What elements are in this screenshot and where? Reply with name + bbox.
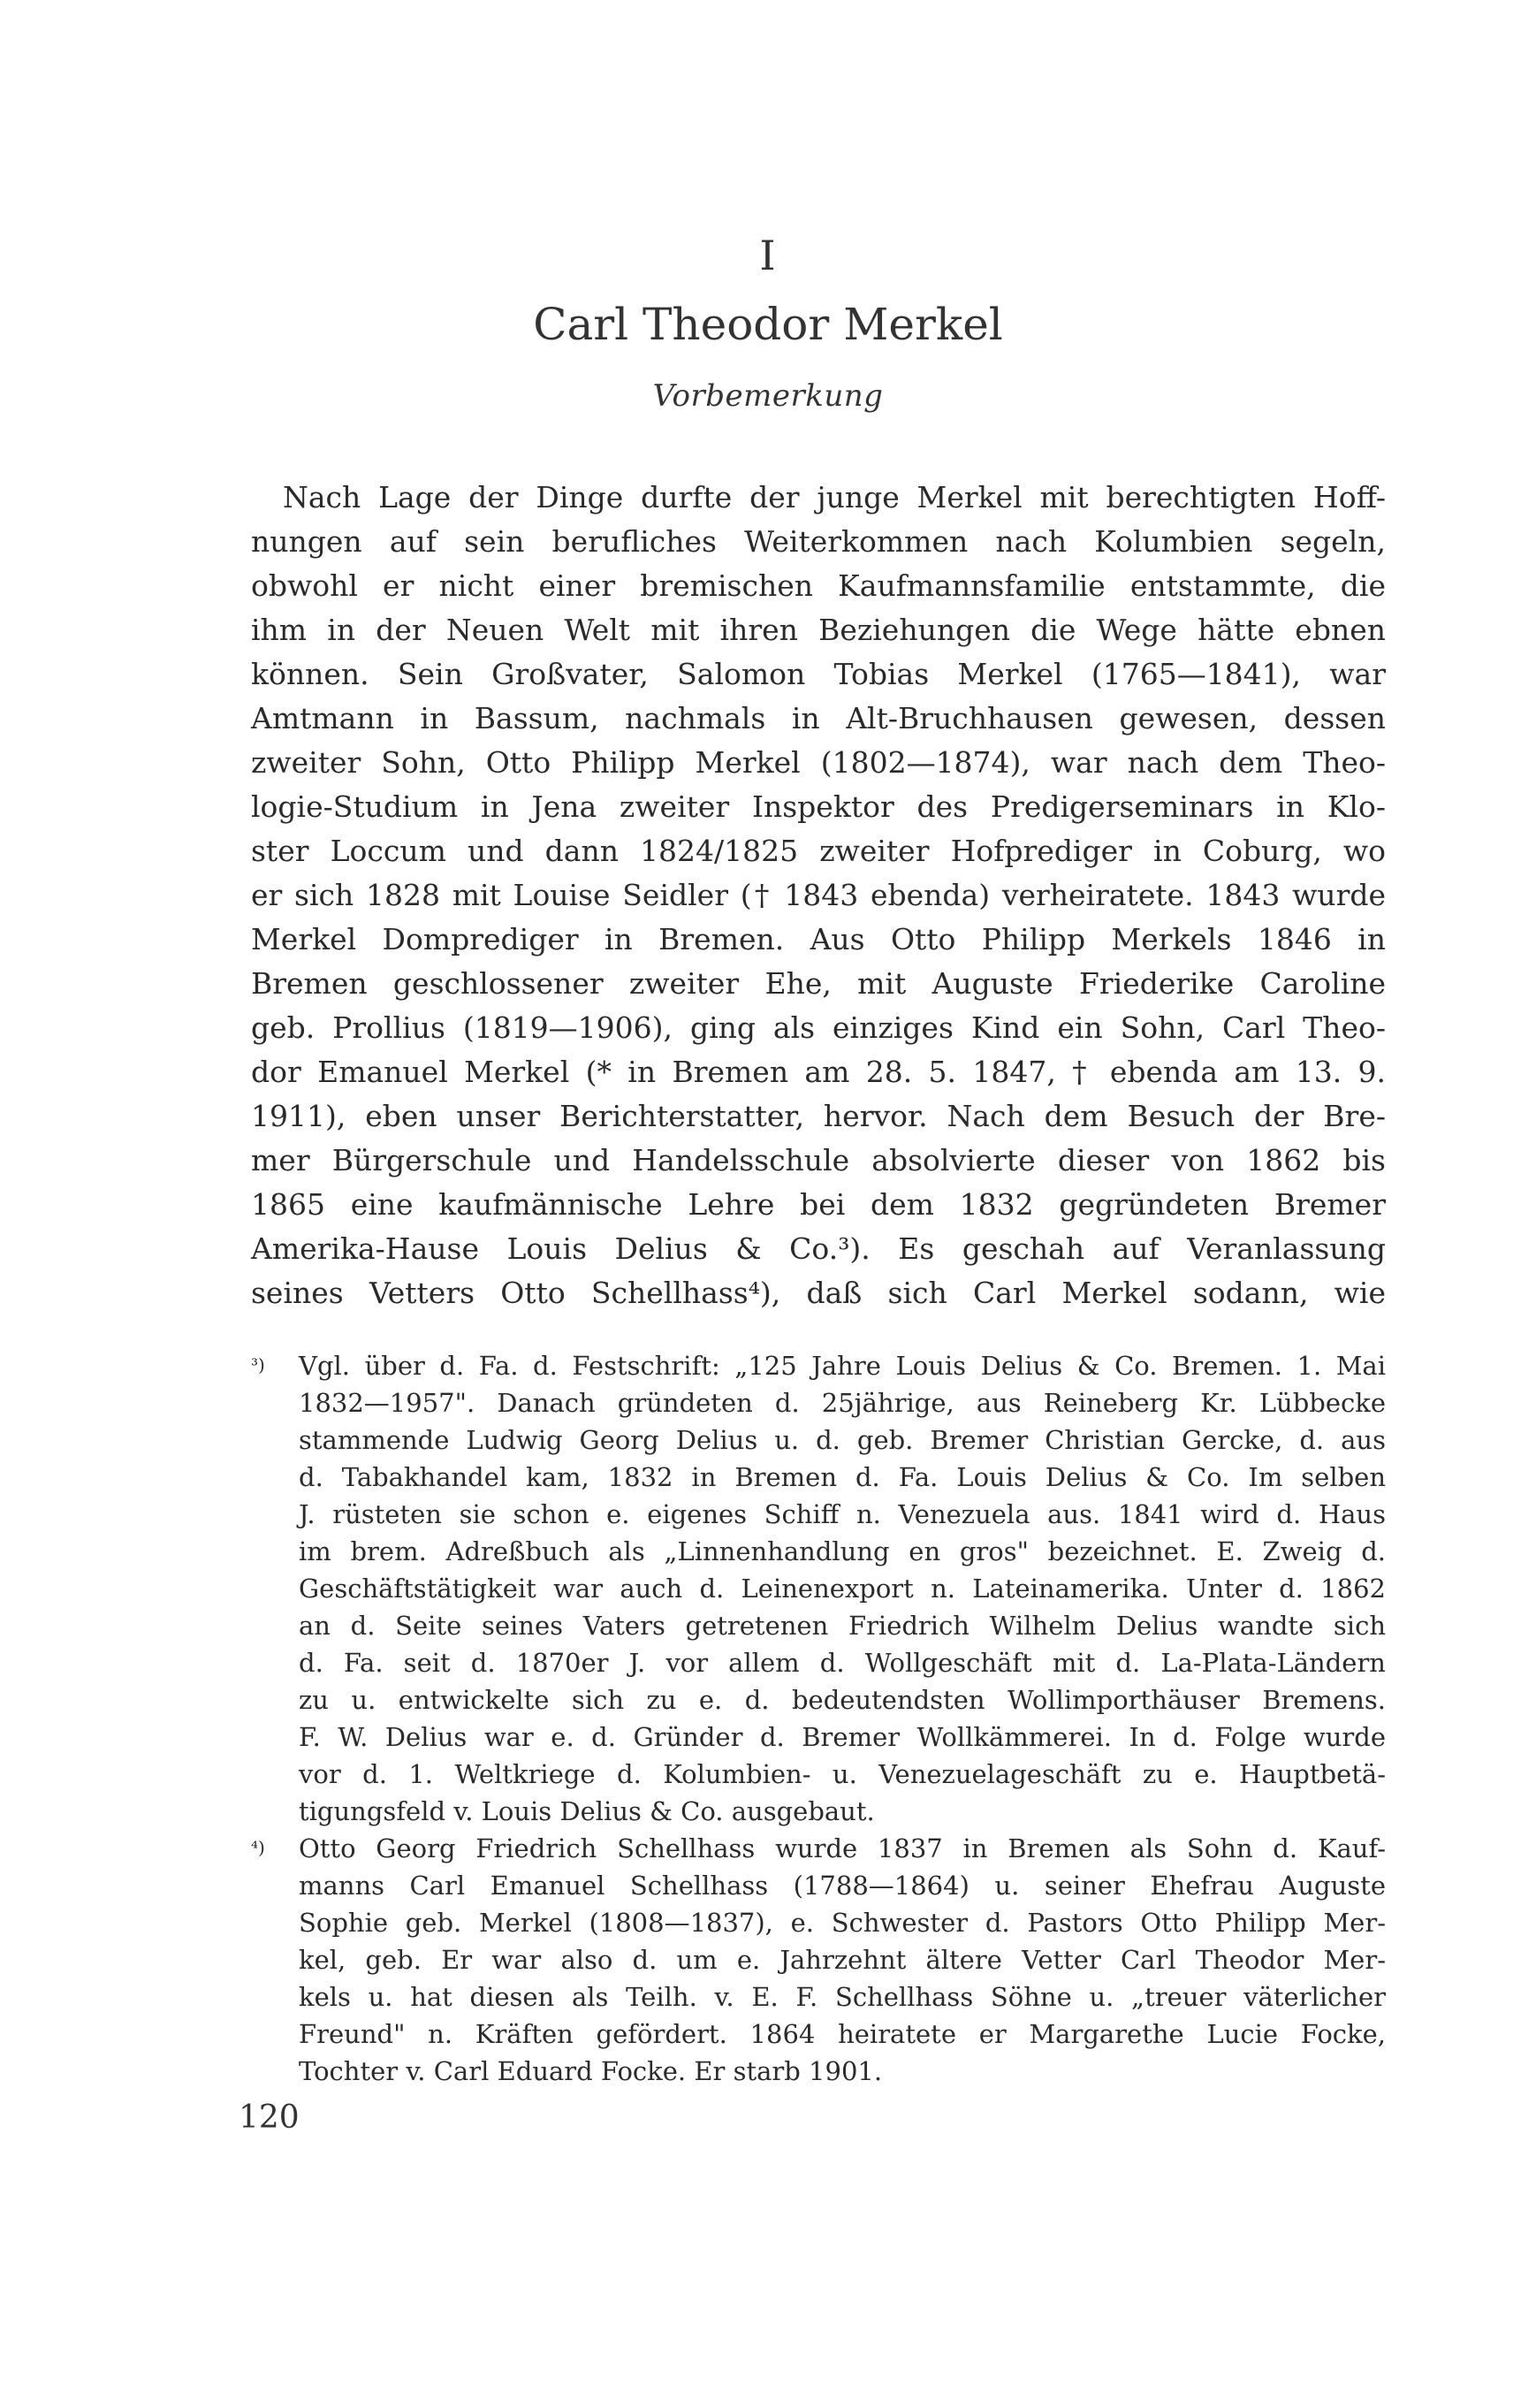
body-line: zweiter Sohn, Otto Philipp Merkel (1802—1874), war nach dem Theo- xyxy=(251,745,1386,780)
body-line: Amerika-Hause Louis Delius & Co.³). Es geschah auf Veranlassung xyxy=(251,1231,1386,1266)
footnote-line: stammende Ludwig Georg Delius u. d. geb. Bremer Christian Gercke, d. aus xyxy=(299,1425,1386,1455)
footnote-line: d. Fa. seit d. 1870er J. vor allem d. Wollgeschäft mit d. La-Plata-Ländern xyxy=(299,1648,1386,1678)
footnote-line: d. Tabakhandel kam, 1832 in Bremen d. Fa. Louis Delius & Co. Im selben xyxy=(299,1462,1386,1492)
body-line: Merkel Domprediger in Bremen. Aus Otto Philipp Merkels 1846 in xyxy=(251,922,1386,956)
body-line: 1865 eine kaufmännische Lehre bei dem 1832 gegründeten Bremer xyxy=(251,1187,1386,1222)
footnote-line: Geschäftstätigkeit war auch d. Leinenexport n. Lateinamerika. Unter d. 1862 xyxy=(299,1574,1386,1604)
footnote-line: kel, geb. Er war also d. um e. Jahrzehnt ältere Vetter Carl Theodor Mer- xyxy=(299,1945,1386,1975)
body-line: können. Sein Großvater, Salomon Tobias Merkel (1765—1841), war xyxy=(251,657,1386,691)
chapter-number: I xyxy=(759,232,777,279)
footnote-line: Otto Georg Friedrich Schellhass wurde 1837 in Bremen als Sohn d. Kauf- xyxy=(299,1833,1386,1863)
body-line: dor Emanuel Merkel (* in Bremen am 28. 5. 1847, † ebenda am 13. 9. xyxy=(251,1055,1386,1089)
footnote-line: manns Carl Emanuel Schellhass (1788—1864) u. seiner Ehefrau Auguste xyxy=(299,1871,1386,1901)
body-line: nungen auf sein berufliches Weiterkommen nach Kolumbien segeln, xyxy=(251,524,1386,559)
footnote-line: Sophie geb. Merkel (1808—1837), e. Schwester d. Pastors Otto Philipp Mer- xyxy=(299,1908,1386,1938)
footnote-line: vor d. 1. Weltkriege d. Kolumbien- u. Venezuelageschäft zu e. Hauptbetä- xyxy=(299,1759,1386,1789)
footnote-line: Tochter v. Carl Eduard Focke. Er starb 1901. xyxy=(299,2056,883,2086)
footnote-line: F. W. Delius war e. d. Gründer d. Bremer Wollkämmerei. In d. Folge wurde xyxy=(299,1722,1386,1752)
footnote-mark: ⁴) xyxy=(251,1837,265,1858)
footnote-line: 1832—1957". Danach gründeten d. 25jährige, aus Reineberg Kr. Lübbecke xyxy=(299,1388,1386,1418)
body-text xyxy=(251,476,1386,1315)
body-line: mer Bürgerschule und Handelsschule absolvierte dieser von 1862 bis xyxy=(251,1143,1386,1177)
body-line: geb. Prollius (1819—1906), ging als einziges Kind ein Sohn, Carl Theo- xyxy=(251,1010,1386,1045)
body-line: er sich 1828 mit Louise Seidler († 1843 ebenda) verheiratete. 1843 wurde xyxy=(251,878,1386,912)
body-line: Nach Lage der Dinge durfte der junge Merkel mit berechtigten Hoff- xyxy=(283,480,1386,514)
body-line: ster Loccum und dann 1824/1825 zweiter Hofprediger in Coburg, wo xyxy=(251,834,1386,868)
body-line: 1911), eben unser Berichterstatter, hervor. Nach dem Besuch der Bre- xyxy=(251,1099,1386,1133)
page-number: 120 xyxy=(239,2099,300,2136)
chapter-title: Carl Theodor Merkel xyxy=(533,299,1003,350)
footnote-line: Freund" n. Kräften gefördert. 1864 heiratete er Margarethe Lucie Focke, xyxy=(299,2019,1386,2049)
footnote xyxy=(251,1347,1386,1830)
body-line: obwohl er nicht einer bremischen Kaufmannsfamilie entstammte, die xyxy=(251,568,1386,603)
footnote-mark: ³) xyxy=(251,1354,265,1375)
footnote-line: zu u. entwickelte sich zu e. d. bedeutendsten Wollimporthäuser Bremens. xyxy=(299,1685,1386,1715)
footnotes xyxy=(251,1347,1386,2090)
footnote-line: J. rüsteten sie schon e. eigenes Schiff n. Venezuela aus. 1841 wird d. Haus xyxy=(299,1499,1386,1529)
body-line: Bremen geschlossener zweiter Ehe, mit Auguste Friederike Caroline xyxy=(251,966,1386,1001)
body-line: logie-Studium in Jena zweiter Inspektor des Predigerseminars in Klo- xyxy=(251,789,1386,824)
body-line: Amtmann in Bassum, nachmals in Alt-Bruchhausen gewesen, dessen xyxy=(251,701,1386,735)
footnote-line: an d. Seite seines Vaters getretenen Friedrich Wilhelm Delius wandte sich xyxy=(299,1611,1386,1641)
footnote-line: kels u. hat diesen als Teilh. v. E. F. Schellhass Söhne u. „treuer väterlicher xyxy=(299,1982,1386,2012)
chapter-subtitle: Vorbemerkung xyxy=(652,378,884,414)
footnote xyxy=(251,1830,1386,2090)
footnote-line: im brem. Adreßbuch als „Linnenhandlung en gros" bezeichnet. E. Zweig d. xyxy=(299,1536,1386,1566)
body-line: seines Vetters Otto Schellhass⁴), daß sich Carl Merkel sodann, wie xyxy=(251,1276,1386,1310)
footnote-line: tigungsfeld v. Louis Delius & Co. ausgebaut. xyxy=(299,1796,875,1826)
footnote-line: Vgl. über d. Fa. d. Festschrift: „125 Jahre Louis Delius & Co. Bremen. 1. Mai xyxy=(299,1351,1386,1381)
body-line: ihm in der Neuen Welt mit ihren Beziehungen die Wege hätte ebnen xyxy=(251,613,1386,647)
